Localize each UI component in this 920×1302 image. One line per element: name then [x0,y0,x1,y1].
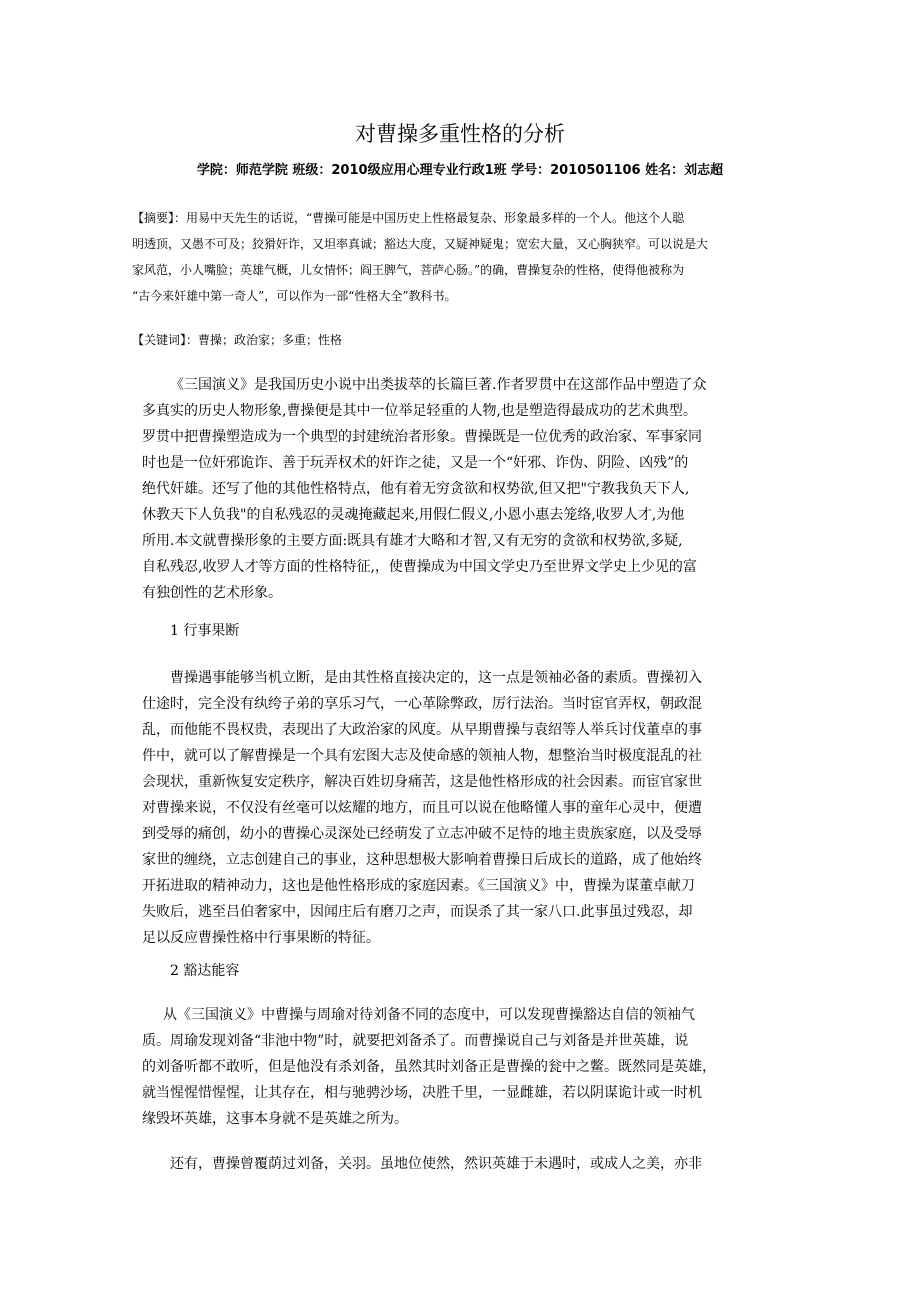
paragraph-line: 家世的缠绕，立志创建自己的事业，这种思想极大影响着曹操日后成长的道路，成了他始终 [142,852,702,868]
paragraph-line: 仕途时，完全没有纨绔子弟的享乐习气，一心革除弊政，厉行法治。当时宦官弄权，朝政混 [142,696,702,712]
paragraph-line: 失败后，逃至吕伯奢家中，因闻庄后有磨刀之声，而误杀了其一家八口.此事虽过残忍，却 [142,904,693,920]
paragraph-line: 还有，曹操曾覆荫过刘备，关羽。虽地位使然，然识英雄于未遇时，或成人之美，亦非 [170,1156,702,1172]
paragraph-line: 从《三国演义》中曹操与周瑜对待刘备不同的态度中，可以发现曹操豁达自信的领袖气 [163,1007,695,1023]
paragraph-line: 就当惺惺惜惺惺，让其存在，相与驰骋沙场，决胜千里，一显雌雄，若以阴谋诡计或一时机 [142,1085,702,1101]
paragraph-line: 质。周瑜发现刘备“非池中物”时，就要把刘备杀了。而曹操说自己与刘备是并世英雄，说 [142,1033,689,1049]
author-info-line: 学院：师范学院 班级：2010级应用心理专业行政1班 学号：2010501106 姓名：刘志超 [196,163,724,178]
paragraph-line: 有独创性的艺术形象。 [142,585,282,601]
paragraph-line: 所用.本文就曹操形象的主要方面:既具有雄才大略和才智,又有无穷的贪欲和权势欲,多疑, [142,533,683,549]
section-1-paragraph [142,665,792,951]
paragraph-line: 绝代奸雄。还写了他的其他性格特点，他有着无穷贪欲和权势欲,但又把"宁教我负天下人, [142,481,690,497]
paragraph-line: 时也是一位奸邪诡诈、善于玩弄权术的奸诈之徒，又是一个“奸邪、诈伪、阴险、凶残”的 [142,455,689,471]
paragraph-line: 乱，而他能不畏权贵，表现出了大政治家的风度。从早期曹操与袁绍等人举兵讨伐董卓的事 [142,722,702,738]
abstract-line: 家风范，小人嘴脸；英雄气概，儿女情怀；阎王脾气，菩萨心肠。”的确，曹操复杂的性格，使得他被称为 [132,263,685,277]
paragraph-line: 到受辱的痛创，幼小的曹操心灵深处已经萌发了立志冲破不足恃的地主贵族家庭，以及受辱 [142,826,702,842]
paragraph-line: 《三国演义》是我国历史小说中出类拔萃的长篇巨著.作者罗贯中在这部作品中塑造了众 [170,377,707,393]
section-heading-2: 2 豁达能容 [170,963,240,979]
paragraph-line: 休教天下人负我"的自私残忍的灵魂掩藏起来,用假仁假义,小恩小惠去笼络,收罗人才,为他 [142,507,685,523]
paragraph-line: 件中，就可以了解曹操是一个具有宏图大志及使命感的领袖人物，想整治当时极度混乱的社 [142,748,702,764]
paragraph-line: 罗贯中把曹操塑造成为一个典型的封建统治者形象。曹操既是一位优秀的政治家、军事家同 [142,429,702,445]
paragraph-line: 自私残忍,收罗人才等方面的性格特征,，使曹操成为中国文学史乃至世界文学史上少见的富 [142,559,697,575]
section-2-continuation-paragraph [142,1151,792,1177]
paragraph-line: 曹操遇事能够当机立断，是由其性格直接决定的，这一点是领袖必备的素质。曹操初入 [170,670,702,686]
document-title: 对曹操多重性格的分析 [355,122,565,146]
paragraph-line: 缘毁坏英雄，这事本身就不是英雄之所为。 [142,1111,408,1127]
paragraph-line: 对曹操来说，不仅没有丝毫可以炫耀的地方，而且可以说在他略懂人事的童年心灵中，便遭 [142,800,702,816]
paragraph-line: 足以反应曹操性格中行事果断的特征。 [142,930,380,946]
keywords-line: 【关键词】：曹操；政治家；多重；性格 [132,333,343,347]
abstract-line: “古今来奸雄中第一奇人”，可以作为一部“性格大全”教科书。 [132,289,457,303]
abstract-block [132,205,782,309]
abstract-line: 【摘要】：用易中天先生的话说，“曹操可能是中国历史上性格最复杂、形象最多样的一个人。他这个人聪 [132,211,685,225]
section-2-paragraph [142,1002,792,1132]
abstract-line: 明透顶，又愚不可及；狡猾奸诈，又坦率真诚；豁达大度，又疑神疑鬼；宽宏大量，又心胸狭窄。可以说是大 [132,237,709,251]
paragraph-line: 多真实的历史人物形象,曹操便是其中一位举足轻重的人物,也是塑造得最成功的艺术典型。 [142,403,697,419]
paragraph-line: 开拓进取的精神动力，这也是他性格形成的家庭因素。《三国演义》中，曹操为谋董卓献刀 [142,878,695,894]
intro-paragraph [142,372,792,606]
paragraph-line: 的刘备听都不敢听，但是他没有杀刘备，虽然其时刘备正是曹操的瓮中之鳖。既然同是英雄， [142,1059,716,1075]
paragraph-line: 会现状，重新恢复安定秩序，解决百姓切身痛苦，这是他性格形成的社会因素。而宦官家世 [142,774,702,790]
section-heading-1: 1 行事果断 [170,623,240,639]
